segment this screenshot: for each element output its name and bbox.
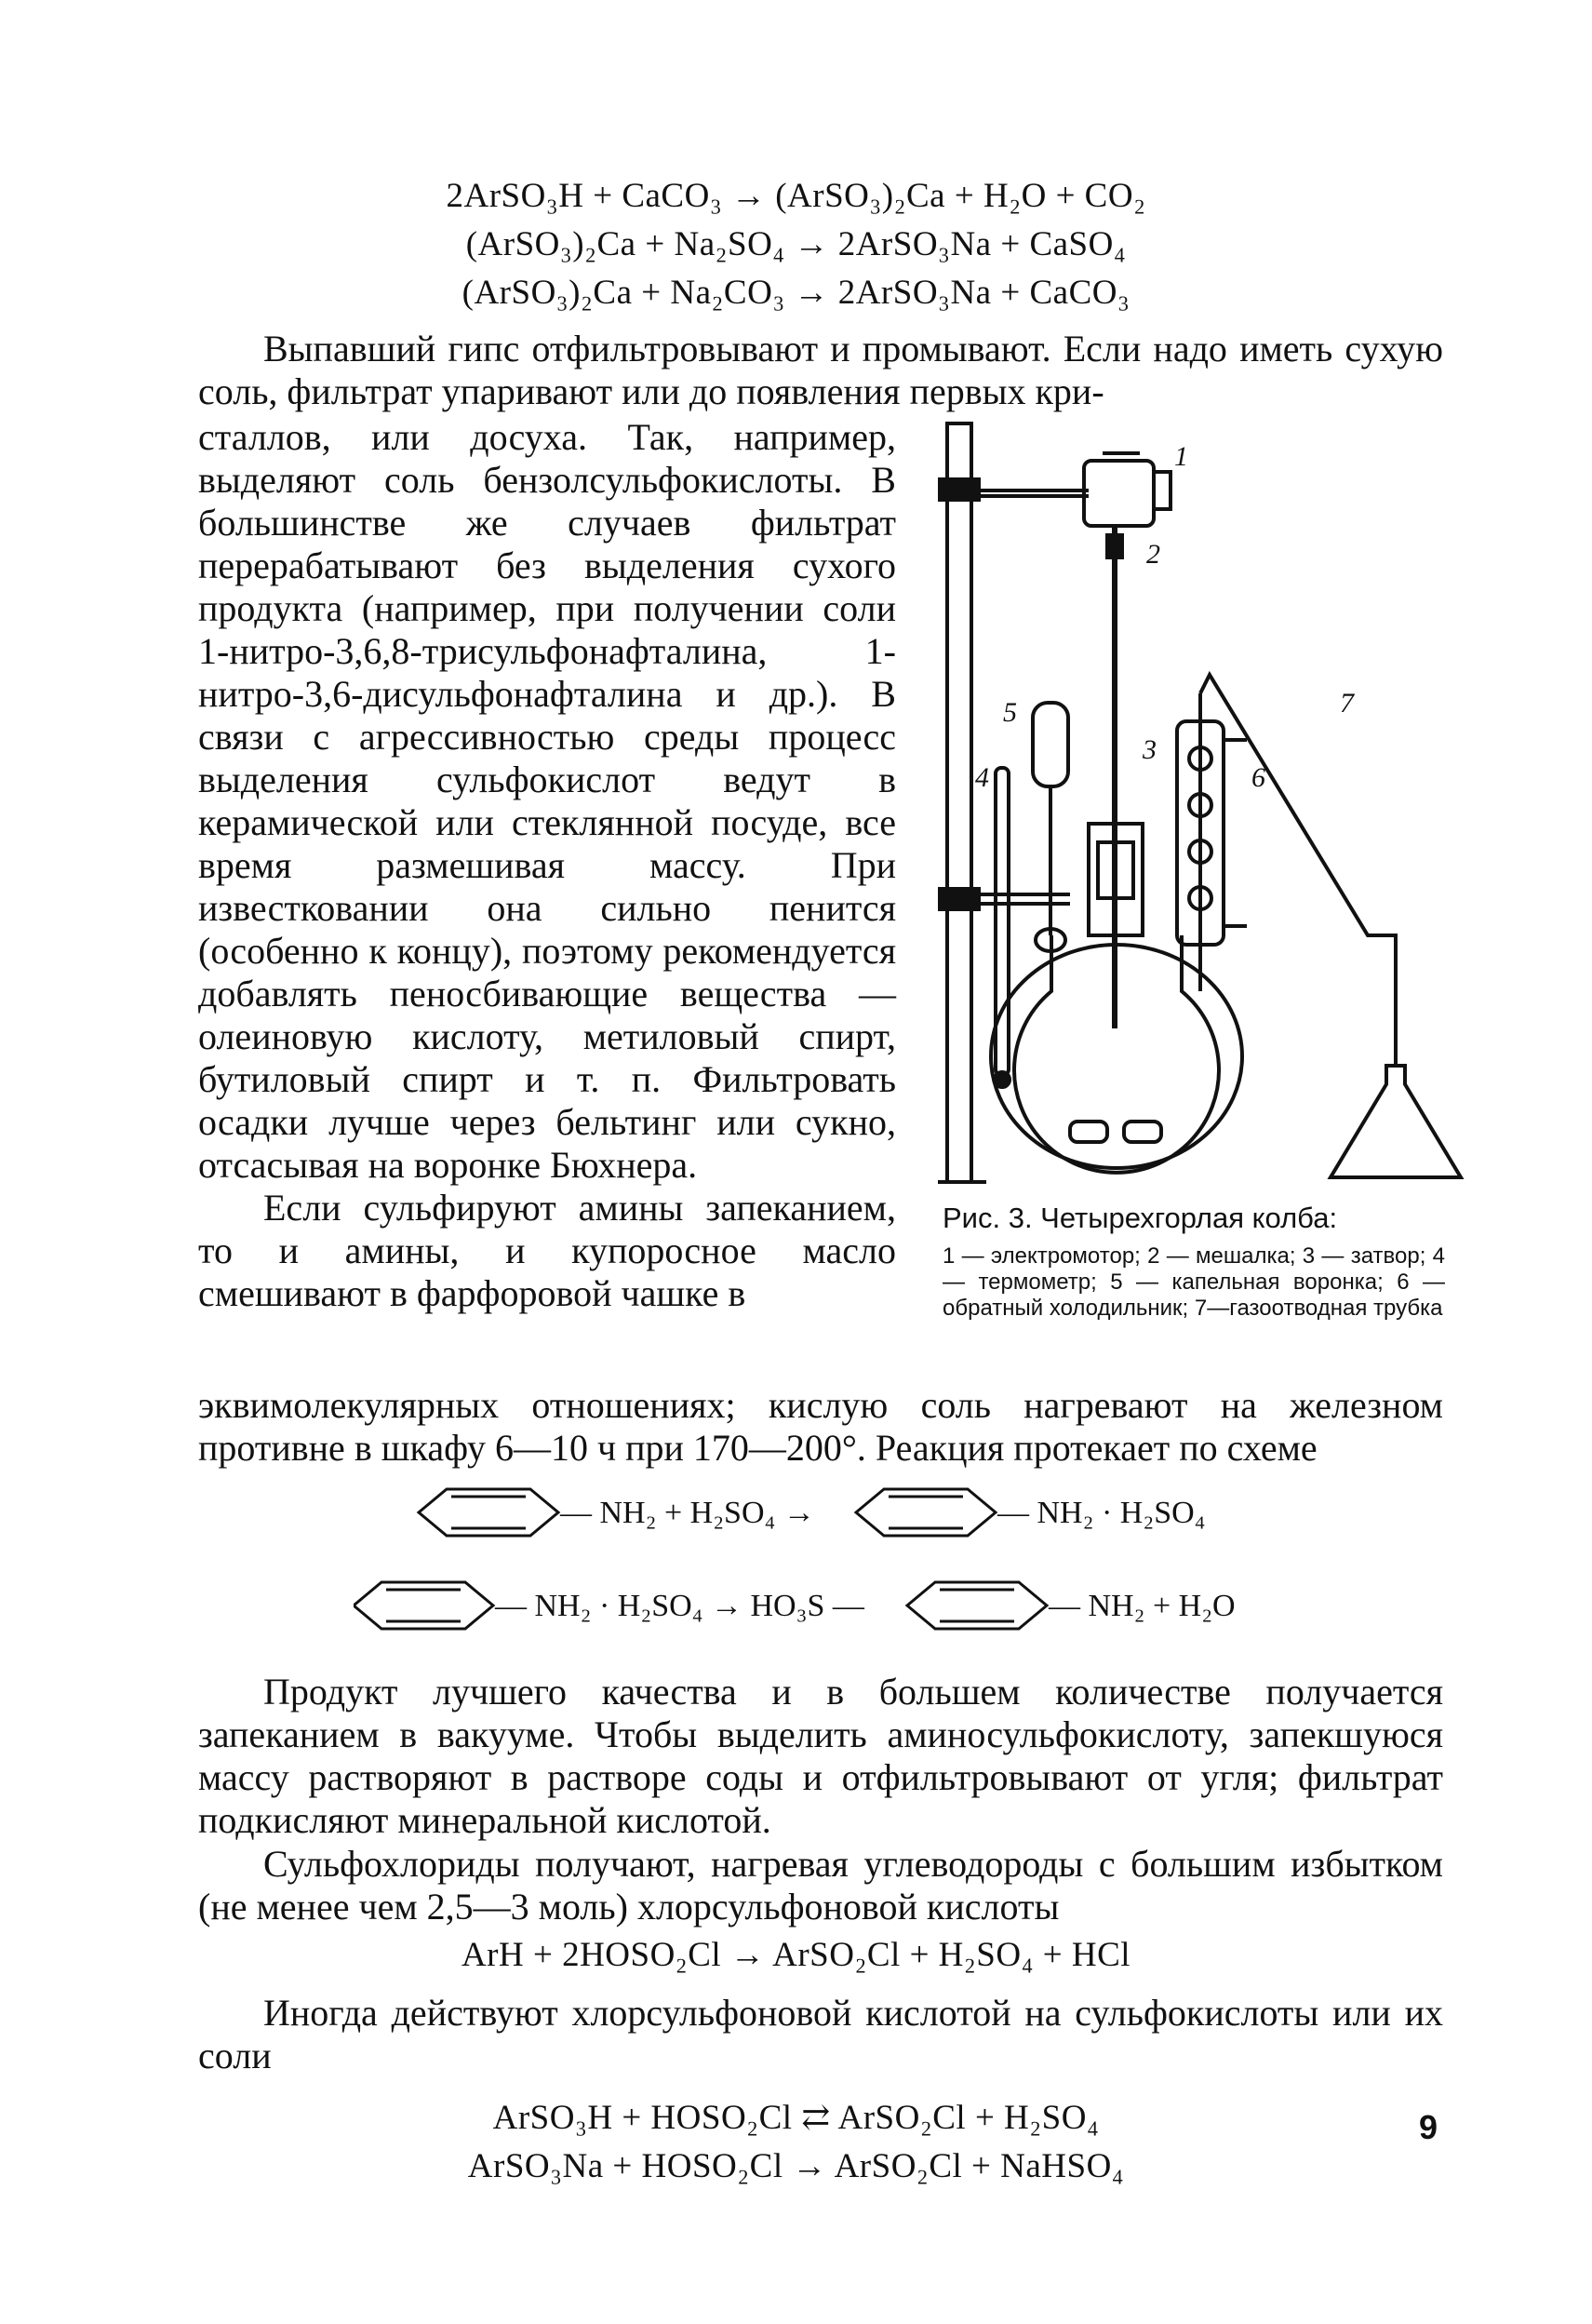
receiver-flask [1331, 1066, 1461, 1177]
equation-line: ArH + 2HOSO₂Cl → ArSO₂Cl + H₂SO₄ + HCl [461, 1936, 1131, 1974]
scheme-text: — NH₂ · H₂SO₄ → HO₃S — [495, 1589, 864, 1623]
scheme-text: — NH₂ + H₂SO₄ → [560, 1496, 815, 1530]
scheme-text: — NH₂ + H₂O [1049, 1589, 1236, 1623]
paragraph-column [198, 416, 896, 1315]
stand-rod [947, 423, 971, 1182]
figure-label: 7 [1340, 688, 1354, 719]
motor-shape [1084, 461, 1154, 526]
equations-bottom [0, 2094, 1592, 2191]
caption-legend: 1 — электромотор; 2 — мешалка; 3 — затвор; 4 — термометр; 5 — капельная воронка; 6 — обратный холодильник; 7—газоотводная трубка [943, 1243, 1445, 1321]
scheme-text: — NH₂ · H₂SO₄ [997, 1496, 1206, 1530]
figure-label: 5 [1003, 697, 1017, 728]
equation-line: (ArSO₃)₂Ca + Na₂SO₄ → 2ArSO₃Na + CaSO₄ [465, 225, 1127, 263]
paragraph-gypsum: Выпавший гипс отфильтровывают и промывают. Если надо иметь сухую соль, фильтрат упаривают или до появления первых кри- [198, 328, 1443, 412]
equation-line: ArSO₃H + HOSO₂Cl ⇄ ArSO₂Cl + H₂SO₄ [492, 2099, 1100, 2137]
equation-line: (ArSO₃)₂Ca + Na₂CO₃ → 2ArSO₃Na + CaCO₃ [462, 274, 1130, 312]
paragraph-chlorosulfonic: Иногда действуют хлорсульфоновой кислотой на сульфокислоты или их соли [198, 1992, 1443, 2076]
paragraph-salt-isolation: сталлов, или досуха. Так, например, выделяют соль бензолсульфокислоты. В большинстве же случаев фильтрат перерабатывают без выделения сухого продукта (например, при получении соли 1-нитро-3,6,8-трисульфонафталина, 1-нитро-3,6-дисульфонафталина и др.). В связи с агрессивностью среды процесс выделения сульфокислот ведут в керамической или стеклянной посуде, все время размешивая массу. При известковании она сильно пенится (особенно к концу), поэтому рекомендуется добавлять пеносбивающие вещества — олеиновую кислоту, метиловый спирт, бутиловый спирт и т. п. Фильтровать осадки лучше через бельтинг или сукно, отсасывая на воронке Бюхнера. [198, 416, 896, 1186]
figure-label: 4 [975, 762, 989, 793]
paragraph-sulfochlorides: Сульфохлориды получают, нагревая углеводороды с большим избытком (не менее чем 2,5—3 моль) хлорсульфоновой кислоты [198, 1843, 1443, 1928]
four-neck-flask-figure [930, 414, 1479, 1196]
paragraph-equimolar: эквимолекулярных отношениях; кислую соль нагревают на железном противне в шкафу 6—10 ч при 170—200°. Реакция протекает по схеме [198, 1384, 1443, 1469]
equation-line: ArSO₃Na + HOSO₂Cl → ArSO₂Cl + NaHSO₄ [467, 2147, 1125, 2185]
page-number: 9 [1419, 2108, 1438, 2146]
figure-label: 3 [1143, 734, 1157, 765]
scheme-svg [354, 1480, 1265, 1657]
equations-top [0, 172, 1592, 317]
paragraph-amines-baking: Если сульфируют амины запеканием, то и амины, и купоросное масло смешивают в фарфоровой чашке в [198, 1187, 896, 1314]
figure-caption [943, 1201, 1445, 1322]
paragraph-vacuum-baking: Продукт лучшего качества и в большем количестве получается запеканием в вакууме. Чтобы выделить аминосульфокислоту, запекшуюся массу растворяют в растворе соды и отфильтровывают от угля; фильтрат подкисляют минеральной кислотой. [198, 1671, 1443, 1841]
equation-middle [0, 1931, 1592, 1980]
caption-title: Рис. 3. Четырехгорлая колба: [943, 1202, 1338, 1234]
reaction-scheme [354, 1480, 1265, 1657]
equation-line: 2ArSO₃H + CaCO₃ → (ArSO₃)₂Ca + H₂O + CO₂ [446, 177, 1146, 215]
figure-label: 2 [1146, 539, 1160, 570]
figure-label: 1 [1174, 441, 1188, 472]
figure-label: 6 [1251, 762, 1265, 793]
